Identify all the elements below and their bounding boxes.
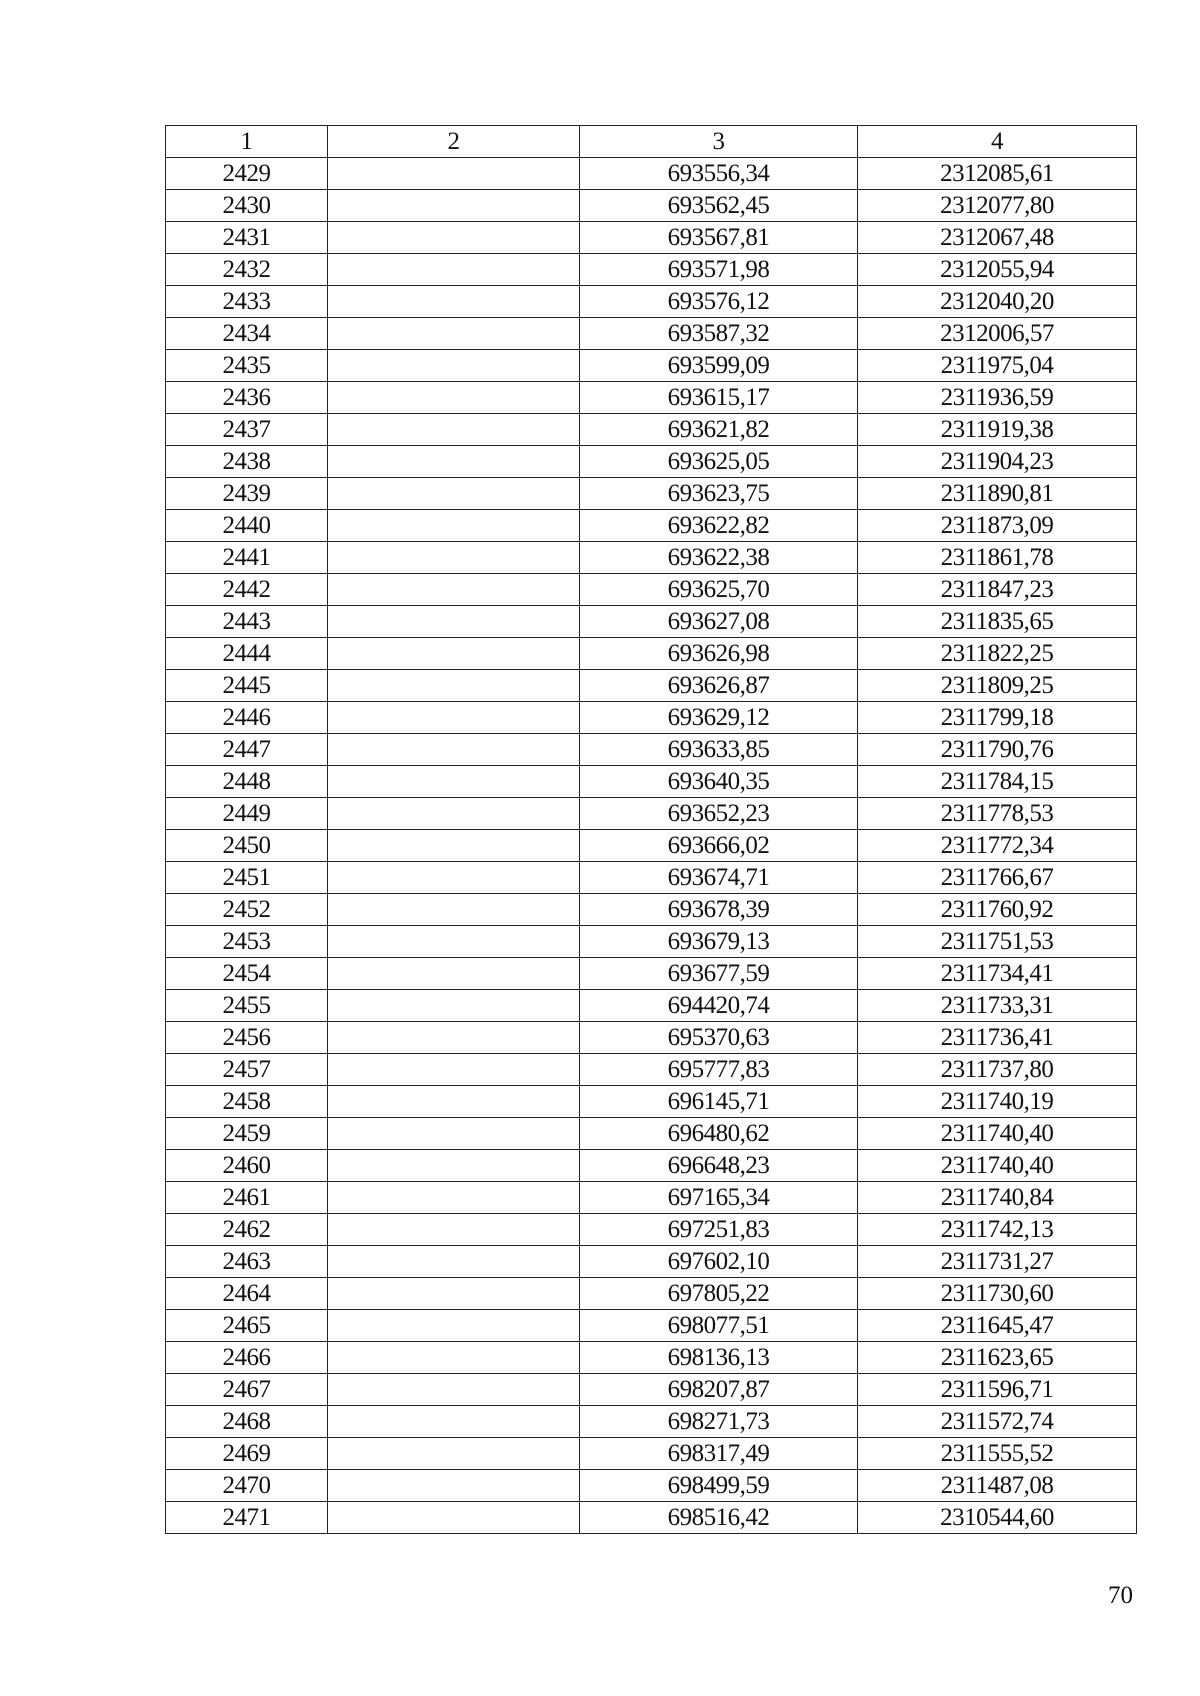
y-coordinate-cell: 2311766,67 — [858, 862, 1137, 894]
table-row — [166, 1022, 1137, 1054]
x-coordinate-cell: 693615,17 — [580, 382, 858, 414]
x-coordinate-cell: 693622,82 — [580, 510, 858, 542]
point-number-cell: 2445 — [166, 670, 328, 702]
table-row — [166, 1150, 1137, 1182]
point-number-cell: 2442 — [166, 574, 328, 606]
empty-cell — [328, 798, 580, 830]
point-number-cell: 2438 — [166, 446, 328, 478]
point-number-cell: 2432 — [166, 254, 328, 286]
point-number-cell: 2444 — [166, 638, 328, 670]
y-coordinate-cell: 2311809,25 — [858, 670, 1137, 702]
x-coordinate-cell: 693677,59 — [580, 958, 858, 990]
table-row — [166, 606, 1137, 638]
point-number-cell: 2434 — [166, 318, 328, 350]
y-coordinate-cell: 2311835,65 — [858, 606, 1137, 638]
table-row — [166, 1438, 1137, 1470]
empty-cell — [328, 1470, 580, 1502]
point-number-cell: 2456 — [166, 1022, 328, 1054]
point-number-cell: 2436 — [166, 382, 328, 414]
table-body — [166, 158, 1137, 1534]
empty-cell — [328, 382, 580, 414]
x-coordinate-cell: 693626,87 — [580, 670, 858, 702]
point-number-cell: 2451 — [166, 862, 328, 894]
table-row — [166, 478, 1137, 510]
empty-cell — [328, 446, 580, 478]
y-coordinate-cell: 2311740,40 — [858, 1150, 1137, 1182]
empty-cell — [328, 862, 580, 894]
table-row — [166, 958, 1137, 990]
empty-cell — [328, 606, 580, 638]
y-coordinate-cell: 2311890,81 — [858, 478, 1137, 510]
empty-cell — [328, 638, 580, 670]
page-number: 70 — [1108, 1582, 1133, 1609]
empty-cell — [328, 414, 580, 446]
column-header-4: 4 — [858, 126, 1137, 158]
empty-cell — [328, 190, 580, 222]
y-coordinate-cell: 2311975,04 — [858, 350, 1137, 382]
y-coordinate-cell: 2311555,52 — [858, 1438, 1137, 1470]
point-number-cell: 2443 — [166, 606, 328, 638]
x-coordinate-cell: 697165,34 — [580, 1182, 858, 1214]
table-row — [166, 766, 1137, 798]
empty-cell — [328, 1150, 580, 1182]
point-number-cell: 2450 — [166, 830, 328, 862]
table-row — [166, 1470, 1137, 1502]
point-number-cell: 2440 — [166, 510, 328, 542]
y-coordinate-cell: 2311778,53 — [858, 798, 1137, 830]
y-coordinate-cell: 2311740,40 — [858, 1118, 1137, 1150]
point-number-cell: 2430 — [166, 190, 328, 222]
y-coordinate-cell: 2312077,80 — [858, 190, 1137, 222]
table-row — [166, 1086, 1137, 1118]
y-coordinate-cell: 2311740,19 — [858, 1086, 1137, 1118]
y-coordinate-cell: 2311861,78 — [858, 542, 1137, 574]
empty-cell — [328, 1086, 580, 1118]
y-coordinate-cell: 2312085,61 — [858, 158, 1137, 190]
y-coordinate-cell: 2311730,60 — [858, 1278, 1137, 1310]
x-coordinate-cell: 696648,23 — [580, 1150, 858, 1182]
table-row — [166, 926, 1137, 958]
point-number-cell: 2461 — [166, 1182, 328, 1214]
empty-cell — [328, 830, 580, 862]
x-coordinate-cell: 693633,85 — [580, 734, 858, 766]
empty-cell — [328, 766, 580, 798]
empty-cell — [328, 734, 580, 766]
point-number-cell: 2452 — [166, 894, 328, 926]
empty-cell — [328, 702, 580, 734]
column-header-3: 3 — [580, 126, 858, 158]
y-coordinate-cell: 2311784,15 — [858, 766, 1137, 798]
y-coordinate-cell: 2311737,80 — [858, 1054, 1137, 1086]
x-coordinate-cell: 698317,49 — [580, 1438, 858, 1470]
y-coordinate-cell: 2311760,92 — [858, 894, 1137, 926]
point-number-cell: 2433 — [166, 286, 328, 318]
table-row — [166, 1502, 1137, 1534]
y-coordinate-cell: 2311572,74 — [858, 1406, 1137, 1438]
empty-cell — [328, 1182, 580, 1214]
point-number-cell: 2439 — [166, 478, 328, 510]
x-coordinate-cell: 693625,70 — [580, 574, 858, 606]
table-row — [166, 414, 1137, 446]
table-row — [166, 286, 1137, 318]
x-coordinate-cell: 696145,71 — [580, 1086, 858, 1118]
point-number-cell: 2462 — [166, 1214, 328, 1246]
table-row — [166, 574, 1137, 606]
point-number-cell: 2458 — [166, 1086, 328, 1118]
x-coordinate-cell: 693556,34 — [580, 158, 858, 190]
x-coordinate-cell: 697805,22 — [580, 1278, 858, 1310]
point-number-cell: 2449 — [166, 798, 328, 830]
table-row — [166, 382, 1137, 414]
table-row — [166, 446, 1137, 478]
table-row — [166, 510, 1137, 542]
empty-cell — [328, 1118, 580, 1150]
x-coordinate-cell: 698136,13 — [580, 1342, 858, 1374]
y-coordinate-cell: 2311740,84 — [858, 1182, 1137, 1214]
x-coordinate-cell: 693626,98 — [580, 638, 858, 670]
x-coordinate-cell: 693622,38 — [580, 542, 858, 574]
table-row — [166, 670, 1137, 702]
point-number-cell: 2471 — [166, 1502, 328, 1534]
table-row — [166, 638, 1137, 670]
y-coordinate-cell: 2311790,76 — [858, 734, 1137, 766]
y-coordinate-cell: 2311734,41 — [858, 958, 1137, 990]
point-number-cell: 2460 — [166, 1150, 328, 1182]
point-number-cell: 2429 — [166, 158, 328, 190]
empty-cell — [328, 1342, 580, 1374]
y-coordinate-cell: 2311772,34 — [858, 830, 1137, 862]
point-number-cell: 2441 — [166, 542, 328, 574]
empty-cell — [328, 670, 580, 702]
table-row — [166, 542, 1137, 574]
point-number-cell: 2468 — [166, 1406, 328, 1438]
point-number-cell: 2469 — [166, 1438, 328, 1470]
empty-cell — [328, 478, 580, 510]
y-coordinate-cell: 2311487,08 — [858, 1470, 1137, 1502]
table-row — [166, 190, 1137, 222]
empty-cell — [328, 958, 580, 990]
x-coordinate-cell: 693599,09 — [580, 350, 858, 382]
x-coordinate-cell: 693623,75 — [580, 478, 858, 510]
x-coordinate-cell: 693567,81 — [580, 222, 858, 254]
y-coordinate-cell: 2311873,09 — [858, 510, 1137, 542]
empty-cell — [328, 1054, 580, 1086]
x-coordinate-cell: 698207,87 — [580, 1374, 858, 1406]
x-coordinate-cell: 697602,10 — [580, 1246, 858, 1278]
point-number-cell: 2446 — [166, 702, 328, 734]
column-header-2: 2 — [328, 126, 580, 158]
point-number-cell: 2457 — [166, 1054, 328, 1086]
y-coordinate-cell: 2311742,13 — [858, 1214, 1137, 1246]
empty-cell — [328, 1374, 580, 1406]
x-coordinate-cell: 696480,62 — [580, 1118, 858, 1150]
x-coordinate-cell: 693627,08 — [580, 606, 858, 638]
x-coordinate-cell: 693666,02 — [580, 830, 858, 862]
x-coordinate-cell: 693640,35 — [580, 766, 858, 798]
point-number-cell: 2464 — [166, 1278, 328, 1310]
y-coordinate-cell: 2311936,59 — [858, 382, 1137, 414]
empty-cell — [328, 158, 580, 190]
table-row — [166, 862, 1137, 894]
empty-cell — [328, 1502, 580, 1534]
y-coordinate-cell: 2311847,23 — [858, 574, 1137, 606]
empty-cell — [328, 1246, 580, 1278]
x-coordinate-cell: 693576,12 — [580, 286, 858, 318]
table-row — [166, 1278, 1137, 1310]
table-row — [166, 734, 1137, 766]
y-coordinate-cell: 2312055,94 — [858, 254, 1137, 286]
column-header-1: 1 — [166, 126, 328, 158]
table-row — [166, 1342, 1137, 1374]
table-row — [166, 1054, 1137, 1086]
point-number-cell: 2454 — [166, 958, 328, 990]
table-row — [166, 254, 1137, 286]
table-row — [166, 158, 1137, 190]
table-row — [166, 894, 1137, 926]
empty-cell — [328, 1278, 580, 1310]
empty-cell — [328, 574, 580, 606]
y-coordinate-cell: 2312067,48 — [858, 222, 1137, 254]
table-row — [166, 1118, 1137, 1150]
x-coordinate-cell: 693629,12 — [580, 702, 858, 734]
x-coordinate-cell: 698271,73 — [580, 1406, 858, 1438]
y-coordinate-cell: 2311645,47 — [858, 1310, 1137, 1342]
x-coordinate-cell: 693562,45 — [580, 190, 858, 222]
y-coordinate-cell: 2311731,27 — [858, 1246, 1137, 1278]
empty-cell — [328, 1438, 580, 1470]
x-coordinate-cell: 698077,51 — [580, 1310, 858, 1342]
empty-cell — [328, 1022, 580, 1054]
point-number-cell: 2467 — [166, 1374, 328, 1406]
empty-cell — [328, 1214, 580, 1246]
x-coordinate-cell: 693587,32 — [580, 318, 858, 350]
table-row — [166, 1214, 1137, 1246]
x-coordinate-cell: 693652,23 — [580, 798, 858, 830]
table-row — [166, 1246, 1137, 1278]
x-coordinate-cell: 697251,83 — [580, 1214, 858, 1246]
point-number-cell: 2455 — [166, 990, 328, 1022]
point-number-cell: 2465 — [166, 1310, 328, 1342]
point-number-cell: 2466 — [166, 1342, 328, 1374]
point-number-cell: 2447 — [166, 734, 328, 766]
x-coordinate-cell: 693571,98 — [580, 254, 858, 286]
point-number-cell: 2453 — [166, 926, 328, 958]
y-coordinate-cell: 2311919,38 — [858, 414, 1137, 446]
y-coordinate-cell: 2311751,53 — [858, 926, 1137, 958]
empty-cell — [328, 222, 580, 254]
y-coordinate-cell: 2311822,25 — [858, 638, 1137, 670]
table-row — [166, 350, 1137, 382]
table-row — [166, 1182, 1137, 1214]
y-coordinate-cell: 2311904,23 — [858, 446, 1137, 478]
table-row — [166, 990, 1137, 1022]
coordinates-table — [165, 125, 1137, 1534]
table-row — [166, 1406, 1137, 1438]
point-number-cell: 2437 — [166, 414, 328, 446]
table-header-row — [166, 126, 1137, 158]
empty-cell — [328, 542, 580, 574]
x-coordinate-cell: 695370,63 — [580, 1022, 858, 1054]
point-number-cell: 2435 — [166, 350, 328, 382]
empty-cell — [328, 350, 580, 382]
y-coordinate-cell: 2311733,31 — [858, 990, 1137, 1022]
x-coordinate-cell: 693621,82 — [580, 414, 858, 446]
y-coordinate-cell: 2312006,57 — [858, 318, 1137, 350]
empty-cell — [328, 990, 580, 1022]
table-row — [166, 1310, 1137, 1342]
empty-cell — [328, 1310, 580, 1342]
table-row — [166, 318, 1137, 350]
x-coordinate-cell: 693674,71 — [580, 862, 858, 894]
point-number-cell: 2459 — [166, 1118, 328, 1150]
empty-cell — [328, 894, 580, 926]
point-number-cell: 2448 — [166, 766, 328, 798]
x-coordinate-cell: 693625,05 — [580, 446, 858, 478]
empty-cell — [328, 286, 580, 318]
point-number-cell: 2463 — [166, 1246, 328, 1278]
y-coordinate-cell: 2311736,41 — [858, 1022, 1137, 1054]
y-coordinate-cell: 2311799,18 — [858, 702, 1137, 734]
x-coordinate-cell: 698516,42 — [580, 1502, 858, 1534]
x-coordinate-cell: 698499,59 — [580, 1470, 858, 1502]
empty-cell — [328, 926, 580, 958]
x-coordinate-cell: 694420,74 — [580, 990, 858, 1022]
x-coordinate-cell: 693678,39 — [580, 894, 858, 926]
point-number-cell: 2431 — [166, 222, 328, 254]
empty-cell — [328, 1406, 580, 1438]
table-row — [166, 702, 1137, 734]
y-coordinate-cell: 2312040,20 — [858, 286, 1137, 318]
x-coordinate-cell: 695777,83 — [580, 1054, 858, 1086]
empty-cell — [328, 318, 580, 350]
y-coordinate-cell: 2310544,60 — [858, 1502, 1137, 1534]
y-coordinate-cell: 2311623,65 — [858, 1342, 1137, 1374]
point-number-cell: 2470 — [166, 1470, 328, 1502]
y-coordinate-cell: 2311596,71 — [858, 1374, 1137, 1406]
table-row — [166, 798, 1137, 830]
table-row — [166, 1374, 1137, 1406]
empty-cell — [328, 510, 580, 542]
empty-cell — [328, 254, 580, 286]
x-coordinate-cell: 693679,13 — [580, 926, 858, 958]
table-row — [166, 830, 1137, 862]
table-row — [166, 222, 1137, 254]
